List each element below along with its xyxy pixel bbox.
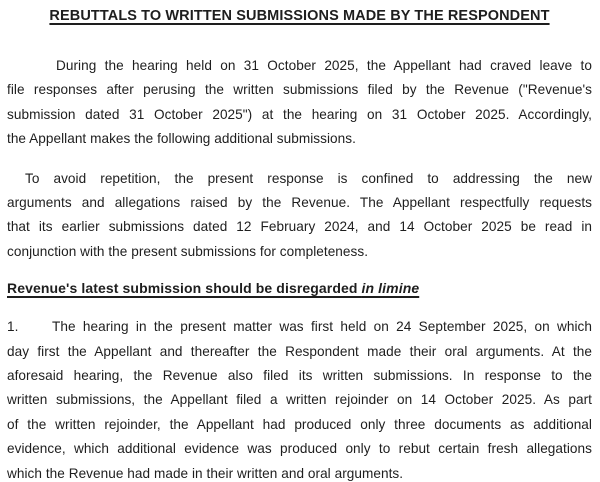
text-line: the Appellant makes the following additional submissions. (7, 131, 356, 147)
text-line: conjunction with the present submissions for completeness. (7, 243, 369, 259)
text-line: To avoid repetition, the present response is confined to addressing the new (25, 170, 592, 186)
paragraph-opening (7, 54, 592, 152)
section-heading-latin-phrase: in limine (361, 280, 420, 297)
text-line: During the hearing held on 31 October 2025, the Appellant had craved leave to (56, 58, 592, 73)
paragraph-avoid-repetition (7, 167, 592, 265)
text-line: written submissions, the Appellant filed a written rejoinder on 14 October 2025. As part (7, 392, 592, 408)
text-line: file responses after perusing the written submissions filed by the Revenue ("Revenue's (7, 82, 592, 98)
text-line: submission dated 31 October 2025") at the hearing on 31 October 2025. Accordingly, (7, 106, 592, 122)
text-line: arguments and allegations raised by the Revenue. The Appellant respectfully requests (7, 195, 592, 211)
text-line: that its earlier submissions dated 12 February 2024, and 14 October 2025 be read in (7, 219, 592, 235)
text-line: aforesaid hearing, the Revenue also filed its written submissions. In response to the (7, 368, 592, 384)
paragraph-numbered-1-body (7, 315, 592, 482)
text-line: evidence, which additional evidence was produced only to rebut certain fresh allegations (7, 441, 592, 457)
paragraph-numbered-1 (7, 315, 592, 482)
text-line: day first the Appellant and thereafter the Respondent made their oral arguments. At the (7, 343, 592, 359)
text-line: which the Revenue had made in their written and oral arguments. (7, 465, 404, 481)
text-line: The hearing in the present matter was first held on 24 September 2025, on which (52, 319, 592, 335)
section-heading (7, 278, 592, 298)
document-title: REBUTTALS TO WRITTEN SUBMISSIONS MADE BY THE RESPONDENT (49, 8, 550, 24)
text-line: of the written rejoinder, the Appellant had produced only three documents as additional (7, 416, 592, 432)
paragraph-number: 1. (7, 319, 19, 335)
section-heading-text: Revenue's latest submission should be disregarded (7, 280, 362, 297)
